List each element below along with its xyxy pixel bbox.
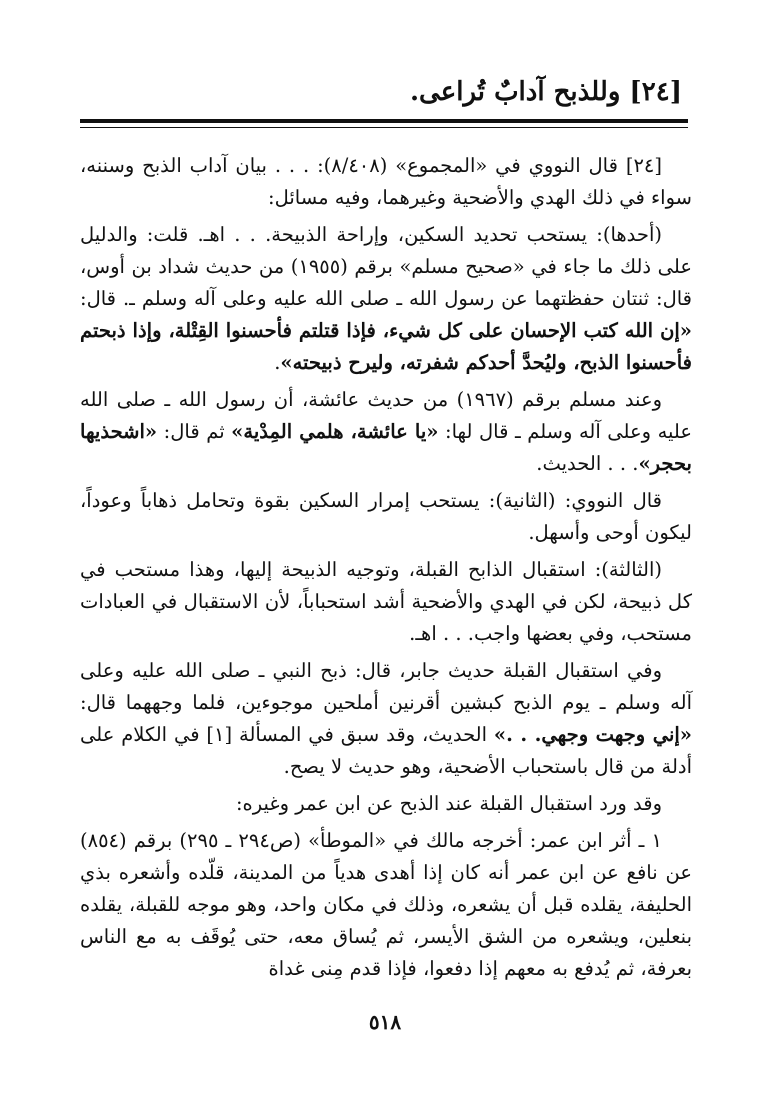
paragraph-2 <box>80 219 692 379</box>
hadith-quote-1: «إن الله كتب الإحسان على كل شيء، فإذا قتلتم فأحسنوا القِتْلة، وإذا ذبحتم فأحسنوا الذبح، وليُحدَّ أحدكم شفرته، وليرح ذبيحته» <box>80 319 692 374</box>
paragraph-5: (الثالثة): استقبال الذابح القبلة، وتوجيه الذبيحة إليها، وهذا مستحب في كل ذبيحة، لكن في الهدي والأضحية أشد استحباباً، لأن الاستقبال في العبادات مستحب، وفي بعضها واجب. . . اهـ. <box>80 558 692 645</box>
header-rule-thick <box>80 119 688 123</box>
paragraph-3-text-b: ثم قال: <box>163 420 225 443</box>
paragraph-2-text: (أحدها): يستحب تحديد السكين، وإراحة الذبيحة. . . اهـ. قلت: والدليل على ذلك ما جاء في «صحيح مسلم» برقم (١٩٥٥) من حديث شداد بن أوس، قال: ثنتان حفظتهما عن رسول الله ـ صلى الله عليه وعلى آله وسلم ـ. قال: <box>80 223 692 310</box>
hadith-quote-2: «يا عائشة، هلمي المِدْية» <box>231 420 439 443</box>
paragraph-1: [٢٤] قال النووي في «المجموع» (٨/٤٠٨): . . . بيان آداب الذبح وسننه، سواء في ذلك الهدي والأضحية وغيرهما، وفيه مسائل: <box>80 154 692 209</box>
section-heading: [٢٤] وللذبح آدابٌ تُراعى. <box>409 77 682 107</box>
hadith-quote-3: «اشحذيها بحجر» <box>80 420 692 475</box>
hadith-quote-4: «إني وجهت وجهي. . .» <box>493 723 692 746</box>
paragraph-3 <box>80 384 692 480</box>
paragraph-6 <box>80 655 692 783</box>
paragraph-8: ١ ـ أثر ابن عمر: أخرجه مالك في «الموطأ» (ص٢٩٤ ـ ٢٩٥) برقم (٨٥٤) عن نافع عن ابن عمر أنه كان إذا أهدى هدياً من المدينة، قلّده وأشعره بذي الحليفة، يقلده قبل أن يشعره، وذلك في مكان واحد، وهو موجه للقبلة، يقلده بنعلين، ويشعره من الشق الأيسر، ثم يُساق معه، حتى يُوقَف به مع الناس بعرفة، ثم يُدفع به معهم إذا دفعوا، فإذا قدم مِنى غداة <box>80 829 692 980</box>
page-number: ٥١٨ <box>368 1010 402 1034</box>
paragraph-4: قال النووي: (الثانية): يستحب إمرار السكين بقوة وتحامل ذهاباً وعوداً، ليكون أوحى وأسهل. <box>80 489 692 544</box>
paragraph-6-text-a: وفي استقبال القبلة حديث جابر، قال: ذبح النبي ـ صلى الله عليه وعلى آله وسلم ـ يوم الذبح كبشين أقرنين أملحين موجوءين، فلما وجههما قال: <box>80 659 692 714</box>
paragraph-7: وقد ورد استقبال القبلة عند الذبح عن ابن عمر وغيره: <box>235 792 662 815</box>
paragraph-3-text-c: . . . الحديث. <box>536 452 639 475</box>
body-text <box>80 150 692 990</box>
paragraph-6-text-b: الحديث، وقد سبق في المسألة [١] في الكلام على أدلة من قال باستحباب الأضحية، وهو حديث لا يصح. <box>80 723 692 778</box>
paragraph-3-text-a: وعند مسلم برقم (١٩٦٧) من حديث عائشة، أن رسول الله ـ صلى الله عليه وعلى آله وسلم ـ قال لها: <box>80 388 693 443</box>
header-rule-thin <box>80 127 688 128</box>
paragraph-2-end: . <box>274 351 281 374</box>
